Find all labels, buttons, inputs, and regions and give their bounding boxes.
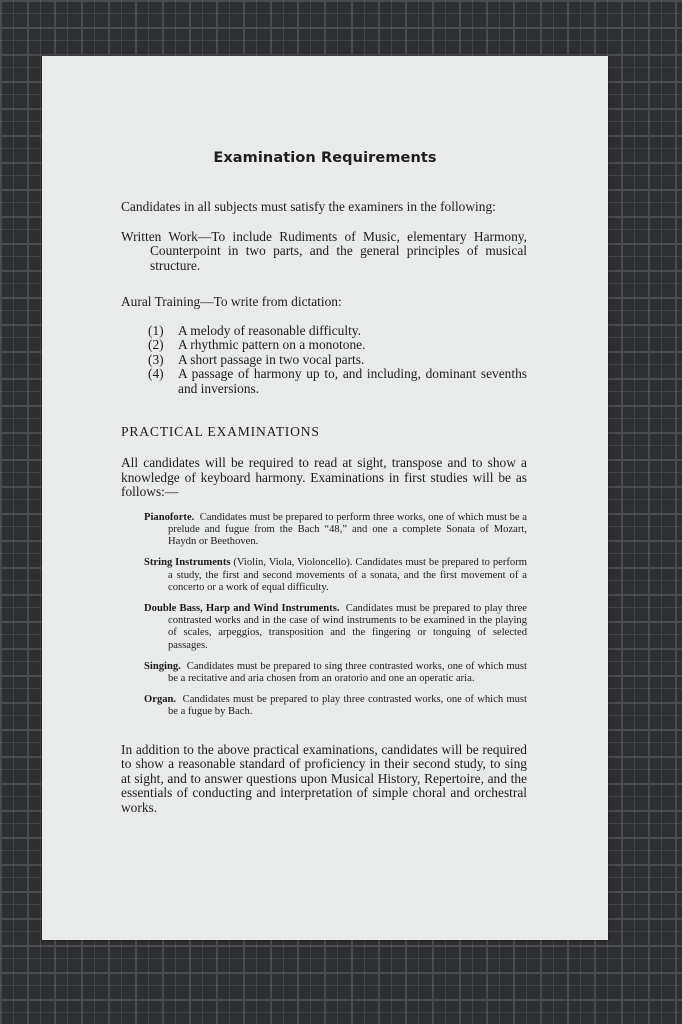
study-label: Singing. bbox=[144, 660, 181, 672]
list-item-text: A passage of harmony up to, and including, dominant sevenths and inversions. bbox=[178, 366, 527, 396]
written-work-paragraph: Written Work—To include Rudiments of Music, elementary Harmony, Counterpoint in two parts, and the general principles of musical structure. bbox=[121, 228, 527, 273]
study-singing bbox=[144, 661, 527, 685]
list-item bbox=[148, 367, 527, 396]
study-text: Candidates must be prepared to play three contrasted works and in the case of wind instruments to be examined in the playing of scales, arpeggios, transposition and the fingering or tonguing of selected passages. bbox=[168, 603, 528, 651]
study-label: Double Bass, Harp and Wind Instruments. bbox=[144, 603, 340, 614]
document-content bbox=[121, 200, 527, 816]
study-label: Pianoforte. bbox=[144, 511, 195, 523]
section-heading: PRACTICAL EXAMINATIONS bbox=[121, 424, 320, 439]
list-item-text: A rhythmic pattern on a monotone. bbox=[178, 337, 366, 353]
study-organ bbox=[144, 694, 527, 718]
list-item-number: (1) bbox=[148, 322, 164, 338]
list-item-number: (3) bbox=[148, 351, 164, 367]
list-item bbox=[148, 338, 527, 352]
list-item bbox=[148, 353, 527, 367]
closing-paragraph: In addition to the above practical examinations, candidates will be required to show a reasonable standard of proficiency in their second study, to sing at sight, and to answer questions upon Musical History, Repertoire, and the essentials of conducting and interpretation of simple choral and orchestral works. bbox=[121, 741, 527, 815]
study-label: String Instruments bbox=[144, 557, 231, 569]
list-item-number: (2) bbox=[148, 337, 164, 353]
list-item-number: (4) bbox=[148, 366, 164, 382]
page-title: Examination Requirements bbox=[213, 150, 437, 166]
aural-list bbox=[121, 324, 527, 396]
studies-list bbox=[121, 512, 527, 719]
study-text: (Violin, Viola, Violoncello). Candidates must be prepared to perform a study, the first and second movements of a sonata, and the first movement of a concerto or a work of equal difficulty. bbox=[168, 557, 527, 593]
document-page bbox=[42, 56, 608, 940]
intro-paragraph: Candidates in all subjects must satisfy the examiners in the following: bbox=[121, 199, 496, 214]
practical-intro-paragraph: All candidates will be required to read at sight, transpose and to show a knowledge of keyboard harmony. Examinations in first studies will be as follows:— bbox=[121, 455, 527, 500]
study-text: Candidates must be prepared to play three contrasted works, one of which must be a fugue by Bach. bbox=[168, 694, 528, 718]
study-label: Organ. bbox=[144, 694, 177, 706]
list-item-text: A short passage in two vocal parts. bbox=[178, 351, 365, 367]
list-item-text: A melody of reasonable difficulty. bbox=[178, 322, 361, 338]
study-string-instruments bbox=[144, 557, 527, 594]
aural-training-paragraph: Aural Training—To write from dictation: bbox=[121, 294, 342, 310]
study-pianoforte bbox=[144, 512, 527, 549]
study-text: Candidates must be prepared to sing three contrasted works, one of which must be a recitative and aria chosen from an oratorio and one an operatic aria. bbox=[168, 660, 528, 685]
list-item bbox=[148, 324, 527, 338]
study-double-bass-harp-wind bbox=[144, 603, 527, 652]
study-text: Candidates must be prepared to perform three works, one of which must be a prelude and fugue from the Bach “48,” and one a complete Sonata of Mozart, Haydn or Beethoven. bbox=[168, 511, 528, 548]
